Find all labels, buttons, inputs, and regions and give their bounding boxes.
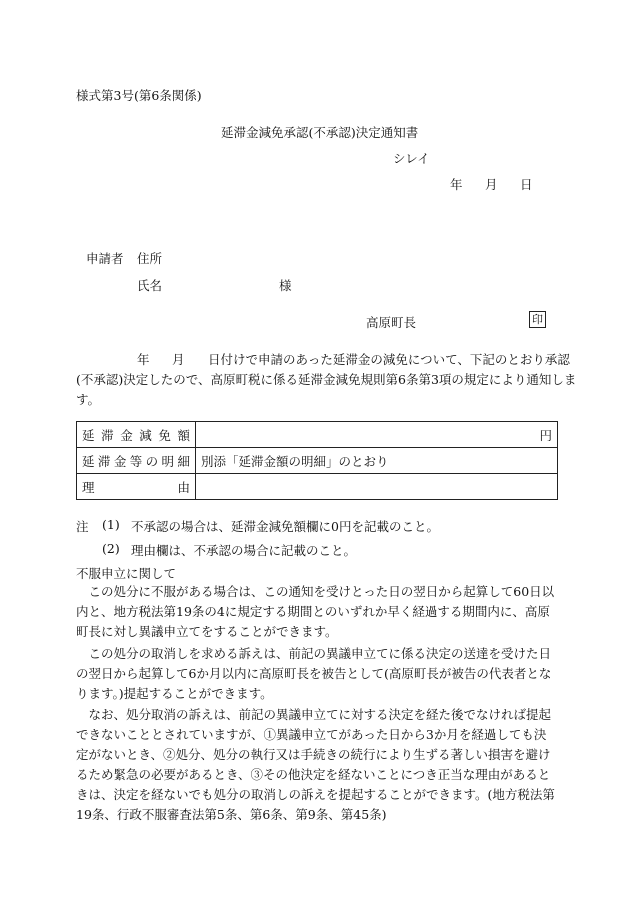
notes-prefix: 注 (76, 519, 89, 534)
note-text: 不承認の場合は、延滞金減免額欄に0円を記載のこと。 (131, 519, 439, 534)
header-char: 等 (129, 453, 143, 469)
date-day: 日 (520, 177, 533, 192)
row-header-label (82, 452, 190, 470)
header-char: 金 (120, 427, 133, 443)
table-row-reason (77, 474, 558, 500)
row-header (77, 422, 196, 448)
header-char: 由 (177, 479, 190, 495)
header-char: 理 (82, 479, 95, 495)
form-label: 様式第3号(第6条関係) (76, 88, 202, 103)
note-text: 理由欄は、不承認の場合に記載のこと。 (131, 543, 357, 558)
body-text-line3: す。 (76, 392, 101, 407)
header-char: 延 (82, 453, 95, 469)
seal-mark: 印 (529, 311, 546, 328)
row-header-label (82, 478, 190, 496)
body-year: 年 (137, 352, 150, 367)
appeal-paragraph-2: この処分の取消しを求める訴えは、前記の異議申立てに係る決定の送達を受けた日の翌日から起算して6か月以内に高原町長を被告として(高原町長が被告の代表者となります。)提起することができます。 (76, 646, 552, 701)
row-header (77, 474, 196, 500)
note-number: (2) (102, 541, 120, 556)
applicant-label: 申請者 (86, 251, 124, 266)
row-value: 円 (196, 422, 558, 448)
header-char: 細 (177, 453, 190, 469)
header-char: 減 (139, 427, 152, 443)
honorific: 様 (279, 278, 292, 293)
header-char: 明 (161, 453, 175, 469)
row-header (77, 448, 196, 474)
table-row-details (77, 448, 558, 474)
header-char: 免 (158, 427, 171, 443)
header-char: 滞 (97, 453, 111, 469)
info-table (76, 421, 558, 500)
body-text-line1: 日付けで申請のあった延滞金の減免について、下記のとおり承認 (208, 352, 570, 367)
note-number: (1) (102, 517, 120, 532)
header-char: の (145, 453, 159, 469)
appeal-paragraph-3: なお、処分取消の訴えは、前記の異議申立てに対する決定を経た後でなければ提起できないこととされていますが、①異議申立てがあった日から3か月を経過しても決定がないとき、②処分、処分の執行又は手続きの続行により生ずる著しい損害を避けるため緊急の必要があるとき、③その他決定を経ないことにつき正当な理由があるときは、決定を経ないでも処分の取消しの訴えを提起することができます。(地方税法第19条、行政不服審査法第5条、第6条、第9条、第45条) (76, 707, 555, 822)
issuer-name: 高原町長 (366, 315, 417, 330)
row-value: 別添「延滞金額の明細」のとおり (196, 448, 558, 474)
page-title: 延滞金減免承認(不承認)決定通知書 (221, 125, 419, 140)
address-label: 住所 (137, 251, 163, 266)
body-text-line2: (不承認)決定したので、高原町税に係る延滞金減免規則第6条第3項の規定により通知しま (76, 372, 577, 387)
date-month: 月 (485, 177, 498, 192)
name-label: 氏名 (137, 278, 163, 293)
table-row-exemption-amount (77, 422, 558, 448)
header-char: 滞 (101, 427, 114, 443)
header-char: 金 (113, 453, 127, 469)
header-char: 延 (82, 427, 95, 443)
row-value (196, 474, 558, 500)
appeal-heading: 不服申立に関して (76, 566, 177, 581)
body-month: 月 (172, 352, 185, 367)
reference-number: シレイ (393, 151, 430, 166)
appeal-paragraph-1: この処分に不服がある場合は、この通知を受けとった日の翌日から起算して60日以内と、地方税法第19条の4に規定する期間とのいずれか早く経過する期間内に、高原町長に対し異議申立てをすることができます。 (76, 584, 555, 639)
row-header-label (82, 426, 190, 444)
date-year: 年 (450, 177, 463, 192)
header-char: 額 (177, 427, 190, 443)
